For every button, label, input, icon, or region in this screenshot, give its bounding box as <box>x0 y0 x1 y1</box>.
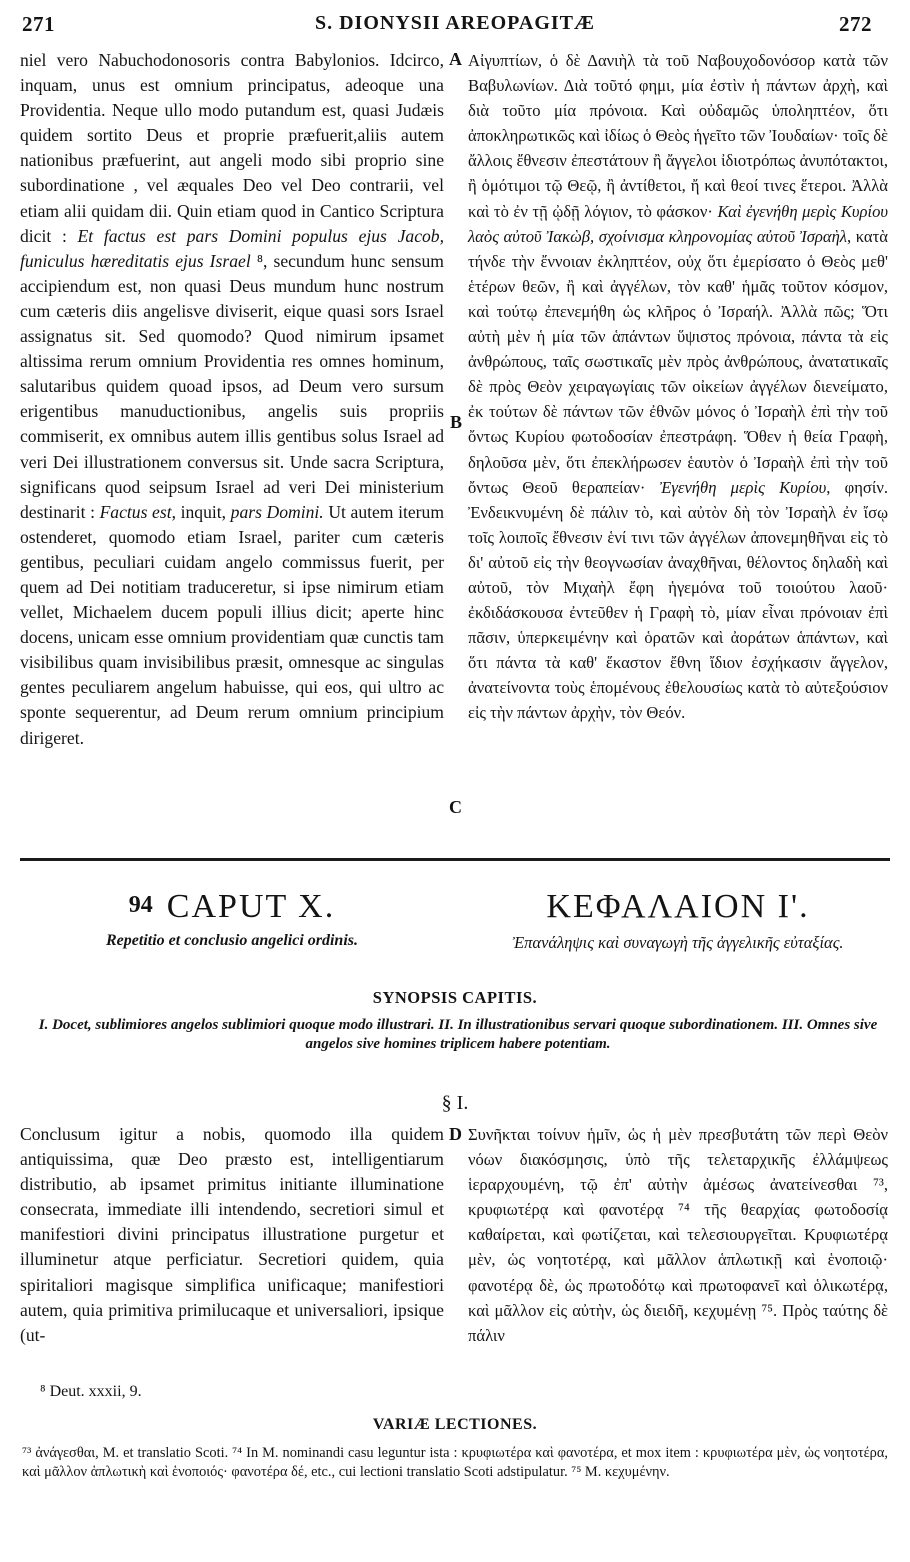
chapter-heading-latin <box>20 888 444 950</box>
chapter-heading-greek <box>468 888 888 953</box>
chapter-title-greek: ΚΕΦΑΛΑΙΟΝ Ι'. <box>546 888 810 925</box>
running-title: S. DIONYSII AREOPAGITÆ <box>314 12 596 34</box>
page-number-left: 271 <box>22 12 55 36</box>
variae-lectiones-heading: VARIÆ LECTIONES. <box>372 1416 538 1433</box>
greek-paragraph: Συνῆκται τοίνυν ἡμῖν, ὡς ἡ μὲν πρεσβυτάτη τῶν περὶ Θεὸν νόων διακόσμησις, ὑπὸ τῆς τελεταρχικῆς ἐλλάμψεως ἱεραρχουμένη, τῷ ἐπ' αὐτὴν ἀμέσως ἀνατείνεσθαι ⁷³, κρυφιωτέρᾳ καὶ φανοτέρᾳ ⁷⁴ τῆς θεαρχίας φωτοδοσίᾳ καθαίρεται, καὶ φωτίζεται, καὶ τελεσιουργεῖται. Κρυφιωτέρᾳ μὲν, ὡς νοητοτέρᾳ, καὶ μᾶλλον ἁπλωτικῇ καὶ ἑνοποιῷ· φανοτέρᾳ δὲ, ὡς πρωτοδότῳ καὶ πρωτοφανεῖ καὶ ὁλικωτέρᾳ, καὶ μᾶλλον εἰς αὐτὴν, ὡς διειδῆ, κεχυμένῃ ⁷⁵. Πρὸς ταύτης δὲ πάλιν <box>468 1125 888 1345</box>
footnote: ⁸ Deut. xxxii, 9. <box>40 1383 142 1400</box>
section-mark: § I. <box>441 1092 469 1114</box>
latin-paragraph: Conclusum igitur a nobis, quomodo illa quidem antiquissima, quæ Deo præsto est, intelligentiarum distributio, ab ipsamet primitus initiante illuminatione consecrata, immediate illi intendendo, secretiori simul et manifestiori divini principatus illustratione purgetur et illuminetur atque perficiatur. Secretiori quidem, quia spiritaliori magisque simplifica unificaque; manifestiori autem, quia primitiva primilucaque et universaliori, ipsique (ut- <box>20 1124 444 1345</box>
margin-marker-d: D <box>449 1124 462 1144</box>
variae-lectiones-text: ⁷³ ἀνάγεσθαι, M. et translatio Scoti. ⁷⁴ In M. nominandi casu leguntur ista : κρυφιωτέρα καὶ φανοτέρα, et mox item : κρυφιωτέρα μὲν, ὡς νοητοτέρα, καὶ μᾶλλον ἁπλωτικὴ καὶ ἑνοποιός· φανοτέρα δέ, etc., cui lectioni translatio Scoti adstipulatur. ⁷⁵ M. κεχυμένην. <box>22 1445 888 1480</box>
chapter-subtitle-latin: Repetitio et conclusio angelici ordinis. <box>106 932 358 949</box>
latin-column-top <box>20 48 444 751</box>
chapter-title-latin: CAPUT X. <box>166 888 336 925</box>
latin-column-bottom <box>20 1122 444 1348</box>
section-divider <box>20 858 890 861</box>
margin-marker-b: B <box>450 412 463 432</box>
latin-paragraph: niel vero Nabuchodonosoris contra Babylonios. Idcirco, inquam, unus est omnium principatus, adeoque una Providentia. Neque ullo modo putandum est, quasi Judæis quidem sortito Deus et proprie præfuerit,aliis autem nationibus præfuerint, aut angeli modo sibi proprio sine subordinatione , vel æquales Deo vel Deo contrarii, vel etiam alii quidam dii. Quin etiam quod in Cantico Scriptura dicit : Et factus est pars Domini populus ejus Jacob, funiculus hæreditatis ejus Israel ⁸, secundum hunc sensum accipiendum est, non quasi Deus mundum hunc nostrum cum cæteris diis angelisve diviserit, eique quasi sors Israel assignatus sit. Sed quomodo? Quod nimirum ipsamet altissima rerum omnium Providentia res omnes hominum, salutaribus quidem quoad ipsos, ad Deum vero sursum erigentibus manuductionibus, angelis suis propriis commiserit, ex omnibus autem illis gentibus solus Israel ad veri Dei illustrationem conversus sit. Unde sacra Scriptura, significans quod seipsum Israel ad veri Dei ministerium destinarit : Factus est, inquit, pars Domini. Ut autem iterum ostenderet, quomodo etiam Israel, pariter cum cæteris gentibus, peculiari cuidam angelo commissus fuerit, per quem ad Dei notitiam traduceretur, si ipse nimirum etiam vellet, Michaelem ducem populi illius dicit; aperte hinc docens, unicam esse omnium providentiam quæ cunctis tam visibilibus quam invisibilibus præsit, omnesque ac singulas gentes peculiarem angelum habuisse, qui eos, qui ultro ac sponte sequerentur, ad Deum rerum omnium principium dirigeret. <box>20 50 445 748</box>
synopsis-heading: SYNOPSIS CAPITIS. <box>372 988 538 1007</box>
greek-paragraph: Αἰγυπτίων, ὁ δὲ Δανιὴλ τὰ τοῦ Ναβουχοδονόσορ κατὰ τῶν Βαβυλωνίων. Διὰ τοῦτό φημι, μία ἐστὶν ἡ πάντων ἀρχὴ, καὶ διὰ τοῦτο μία πρόνοια. Καὶ οὐδαμῶς ὑποληπτέον, ὅτι ἀποκληρωτικῶς καὶ ἰδίως ὁ Θεὸς ἡγεῖτο τῶν Ἰουδαίων· τοῖς δὲ ἄλλοις ἔθνεσιν ἐπεστάτουν ἢ ἄγγελοι ἰδιοτρόπως ἀνυπότακτοι, ἢ ὁμότιμοι τῷ Θεῷ, ἢ ἀντίθετοι, ἤ καὶ θεοί τινες ἕτεροι. Ἀλλὰ καὶ τὸ ἐν τῇ ᾠδῇ λόγιον, τὸ φάσκον· Καὶ ἐγενήθη μερὶς Κυρίου λαὸς αὐτοῦ Ἰακὼβ, σχοίνισμα κληρονομίας αὐτοῦ Ἰσραὴλ, κατὰ τήνδε τὴν ἔννοιαν ἐκληπτέον, οὐχ ὅτι ἐμερίσατο ὁ Θεὸς μεθ' ἑτέρων θεῶν, ἢ καὶ ἀγγέλων, τὸν καθ' ἡμᾶς τοῦτον κόσμον, καὶ τούτῳ ἐπενεμήθη ὡς κλῆρος ὁ Ἰσραήλ. Ἀλλὰ πῶς; Ὅτι αὐτὴ μὲν ἡ μία τῶν ἁπάντων ὕψιστος πρόνοια, πάντα τὰ εἰς ἀνθρώπους, ταῖς σωστικαῖς μὲν πρὸς ἀνθρώπους, ἀνατατικαῖς δὲ πρὸς Θεὸν χειραγωγίαις τῶν οἰκείων ἀγγέλων διενείματο, ἐκ τούτων δὲ πάντων τῶν ἐθνῶν μόνος ὁ Ἰσραὴλ ἐπὶ τὴν τοῦ ὄντως Κυρίου φωτοδοσίαν ἐπεστράφη. Ὅθεν ἡ θεία Γραφὴ, δηλοῦσα μὲν, ὅτι ἐπεκλήρωσεν ἑαυτὸν ὁ Ἰσραὴλ ἐπὶ τὴν τοῦ ὄντως Θεοῦ θεραπείαν· Ἐγενήθη μερὶς Κυρίου, φησίν. Ἐνδεικνυμένη δὲ πάλιν τὸ, καὶ αὐτὸν δὴ τὸν Ἰσραὴλ ἐν ἴσῳ τοῖς λοιποῖς ἔθνεσιν ἑνί τινι τῶν ἀγγέλων ἀπονεμηθῆναι εἰς τὸ δι' αὐτοῦ εἰς τὴν θεογνωσίαν ἀναχθῆναι, θέλοντος δηλαδὴ καὶ αὐτοῦ, τὸν Μιχαὴλ ἔφη ἡγεμόνα τοῦ τοιούτου λαοῦ· ἐκδιδάσκουσα ἐντεῦθεν ἡ Γραφὴ τὸ, μίαν εἶναι πρόνοιαν ἐπὶ πᾶσιν, ὑπερκειμένην καὶ ὁρατῶν καὶ ἀοράτων ἁπάντων, καὶ ὅτι πάντα τὰ καθ' ἕκαστον ἔθνη ἴδιον ἐσχήκασιν ἄγγελον, ἀνατείνοντα τοὺς ἑπομένους ἐθελουσίως κατὰ τὸ αὐτεξούσιον εἰς τὴν πάντων ἀρχὴν, τὸν Θεόν. <box>468 51 888 723</box>
page-number-right: 272 <box>839 12 872 36</box>
synopsis-text: I. Docet, sublimiores angelos sublimiori quoque modo illustrari. II. In illustrationibus servari quoque subordinationem. III. Omnes sive angelos sive homines triplicem habere potentiam. <box>38 1017 878 1052</box>
running-header <box>0 12 910 42</box>
chapter-number: 94 <box>128 892 153 918</box>
margin-marker-a: A <box>449 49 462 69</box>
greek-column-top <box>468 48 888 726</box>
greek-column-bottom <box>468 1122 888 1348</box>
chapter-subtitle-greek: Ἐπανάληψις καὶ συναγωγὴ τῆς ἀγγελικῆς εὐταξίας. <box>512 933 844 952</box>
margin-marker-c: C <box>449 797 462 817</box>
